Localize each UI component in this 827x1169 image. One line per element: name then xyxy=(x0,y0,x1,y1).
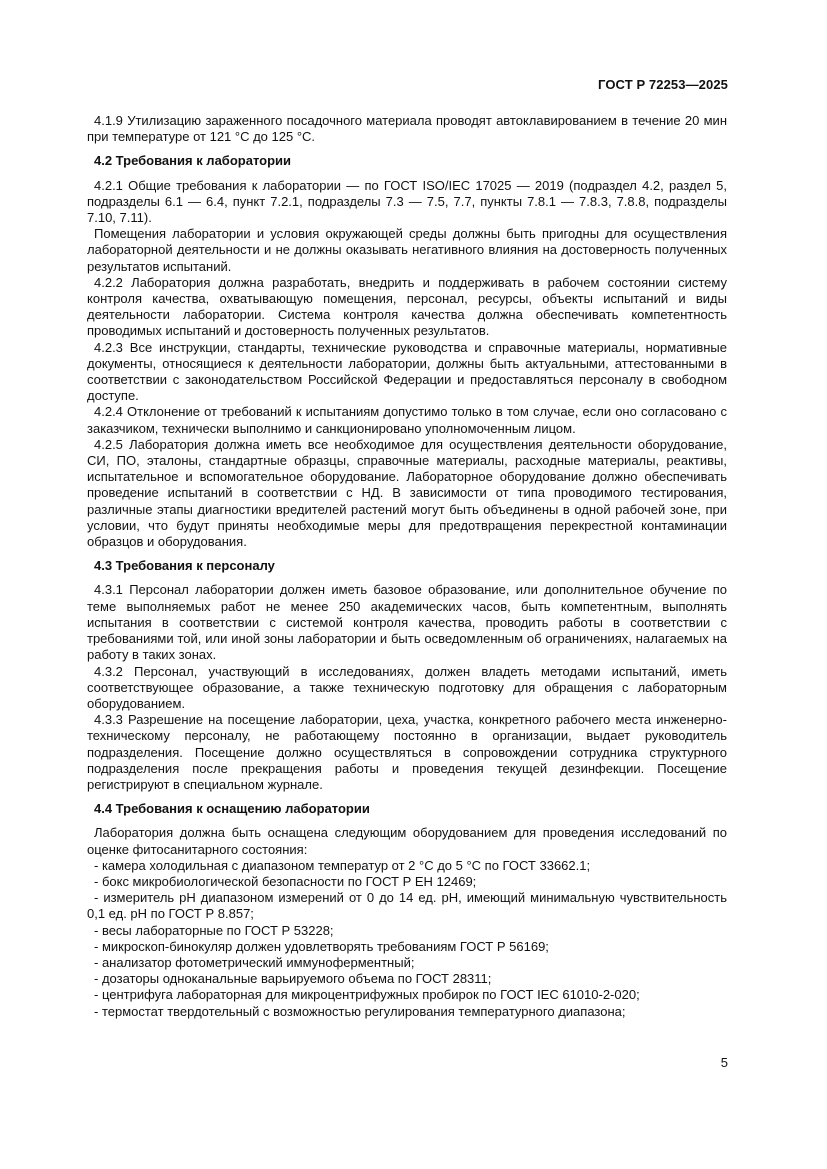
paragraph-4-3-2: 4.3.2 Персонал, участвующий в исследованиях, должен владеть методами испытаний, иметь соответствующее образование, а также техническую подготовку для обращения с лабораторным оборудованием. xyxy=(87,663,727,711)
list-item: - измеритель pH диапазоном измерений от 0 до 14 ед. pH, имеющий минимальную чувствительность 0,1 ед. pH по ГОСТ Р 8.857; xyxy=(87,890,727,922)
paragraph-4-2-3: 4.2.3 Все инструкции, стандарты, технические руководства и справочные материалы, нормативные документы, относящиеся к деятельности лаборатории, должны быть актуальными, аттестованными в соответствии с законодательством Российской Федерации и предоставляться персоналу в свободном доступе. xyxy=(87,339,727,404)
paragraph-4-2-5: 4.2.5 Лаборатория должна иметь все необходимое для осуществления деятельности оборудование, СИ, ПО, эталоны, стандартные образцы, справочные материалы, расходные материалы, реактивы, испытательное и вспомогательное оборудование. Лабораторное оборудование должно обеспечивать проведение испытаний в соответствии с НД. В зависимости от типа проводимого тестирования, различные этапы диагностики вредителей растений могут быть объединены в одной рабочей зоне, при условии, что будут приняты необходимые меры для предотвращения перекрестной контаминации образцов и оборудования. xyxy=(87,436,727,550)
section-4-3-title: 4.3 Требования к персоналу xyxy=(94,558,275,574)
list-item: - микроскоп-бинокуляр должен удовлетворять требованиям ГОСТ Р 56169; xyxy=(94,938,549,954)
document-body xyxy=(87,113,727,1020)
list-item: - бокс микробиологической безопасности по ГОСТ Р ЕН 12469; xyxy=(94,873,477,889)
list-item: - центрифуга лабораторная для микроцентрифужных пробирок по ГОСТ IEC 61010-2-020; xyxy=(94,987,640,1003)
paragraph-4-2-1-b: Помещения лаборатории и условия окружающей среды должны быть пригодны для осуществления лабораторной деятельности и не должны оказывать негативного влияния на достоверность полученных результатов испытаний. xyxy=(87,226,727,274)
paragraph-4-2-1: 4.2.1 Общие требования к лаборатории — по ГОСТ ISO/IEC 17025 — 2019 (подраздел 4.2, раздел 5, подразделы 6.1 — 6.4, пункт 7.2.1, подразделы 7.3 — 7.5, 7.7, пункты 7.8.1 — 7.8.3, 7.8.8, подразделы 7.10, 7.11). xyxy=(87,177,727,226)
paragraph-4-4-intro: Лаборатория должна быть оснащена следующим оборудованием для проведения исследований по оценке фитосанитарного состояния: xyxy=(87,825,727,857)
paragraph-4-3-3: 4.3.3 Разрешение на посещение лаборатории, цеха, участка, конкретного рабочего места инженерно-техническому персоналу, не работающему постоянно в организации, выдает руководитель подразделения. Посещение должно осуществляться в сопровождении сотрудника структурного подразделения после прекращения работы и проведения текущей дезинфекции. Посещение регистрируют в специальном журнале. xyxy=(87,712,727,792)
paragraph-4-2-2: 4.2.2 Лаборатория должна разработать, внедрить и поддерживать в рабочем состоянии систему контроля качества, охватывающую помещения, персонал, ресурсы, объекты испытаний и виды деятельности лаборатории. Система контроля качества должна обеспечивать компетентность проводимых испытаний и достоверность полученных результатов. xyxy=(87,274,727,339)
list-item: - дозаторы одноканальные варьируемого объема по ГОСТ 28311; xyxy=(94,971,492,987)
paragraph-4-2-4: 4.2.4 Отклонение от требований к испытаниям допустимо только в том случае, если оно согласовано с заказчиком, технически выполнимо и санкционировано уполномоченным лицом. xyxy=(87,404,727,436)
paragraph-4-3-1: 4.3.1 Персонал лаборатории должен иметь базовое образование, или дополнительное обучение по теме выполняемых работ не менее 250 академических часов, быть компетентным, выполнять испытания в соответствии с системой контроля качества, проводить работы в соответствии с требованиями той, или иной зоны лаборатории и быть осведомленным об ограничениях, налагаемых на работу в таких зонах. xyxy=(87,582,727,663)
section-4-2-title: 4.2 Требования к лаборатории xyxy=(94,153,291,169)
list-item: - анализатор фотометрический иммуноферментный; xyxy=(94,954,415,970)
list-item: - камера холодильная с диапазоном температур от 2 °C до 5 °C по ГОСТ 33662.1; xyxy=(94,857,591,873)
section-4-4-title: 4.4 Требования к оснащению лаборатории xyxy=(94,801,370,817)
list-item: - термостат твердотельный с возможностью регулирования температурного диапазона; xyxy=(94,1003,626,1019)
paragraph-4-1-9: 4.1.9 Утилизацию зараженного посадочного материала проводят автоклавированием в течение 20 мин при температуре от 121 °C до 125 °C. xyxy=(87,113,727,145)
page-number: 5 xyxy=(720,1055,728,1070)
document-header-id: ГОСТ Р 72253—2025 xyxy=(598,77,728,92)
list-item: - весы лабораторные по ГОСТ Р 53228; xyxy=(94,922,334,938)
equipment-list xyxy=(87,858,727,1020)
